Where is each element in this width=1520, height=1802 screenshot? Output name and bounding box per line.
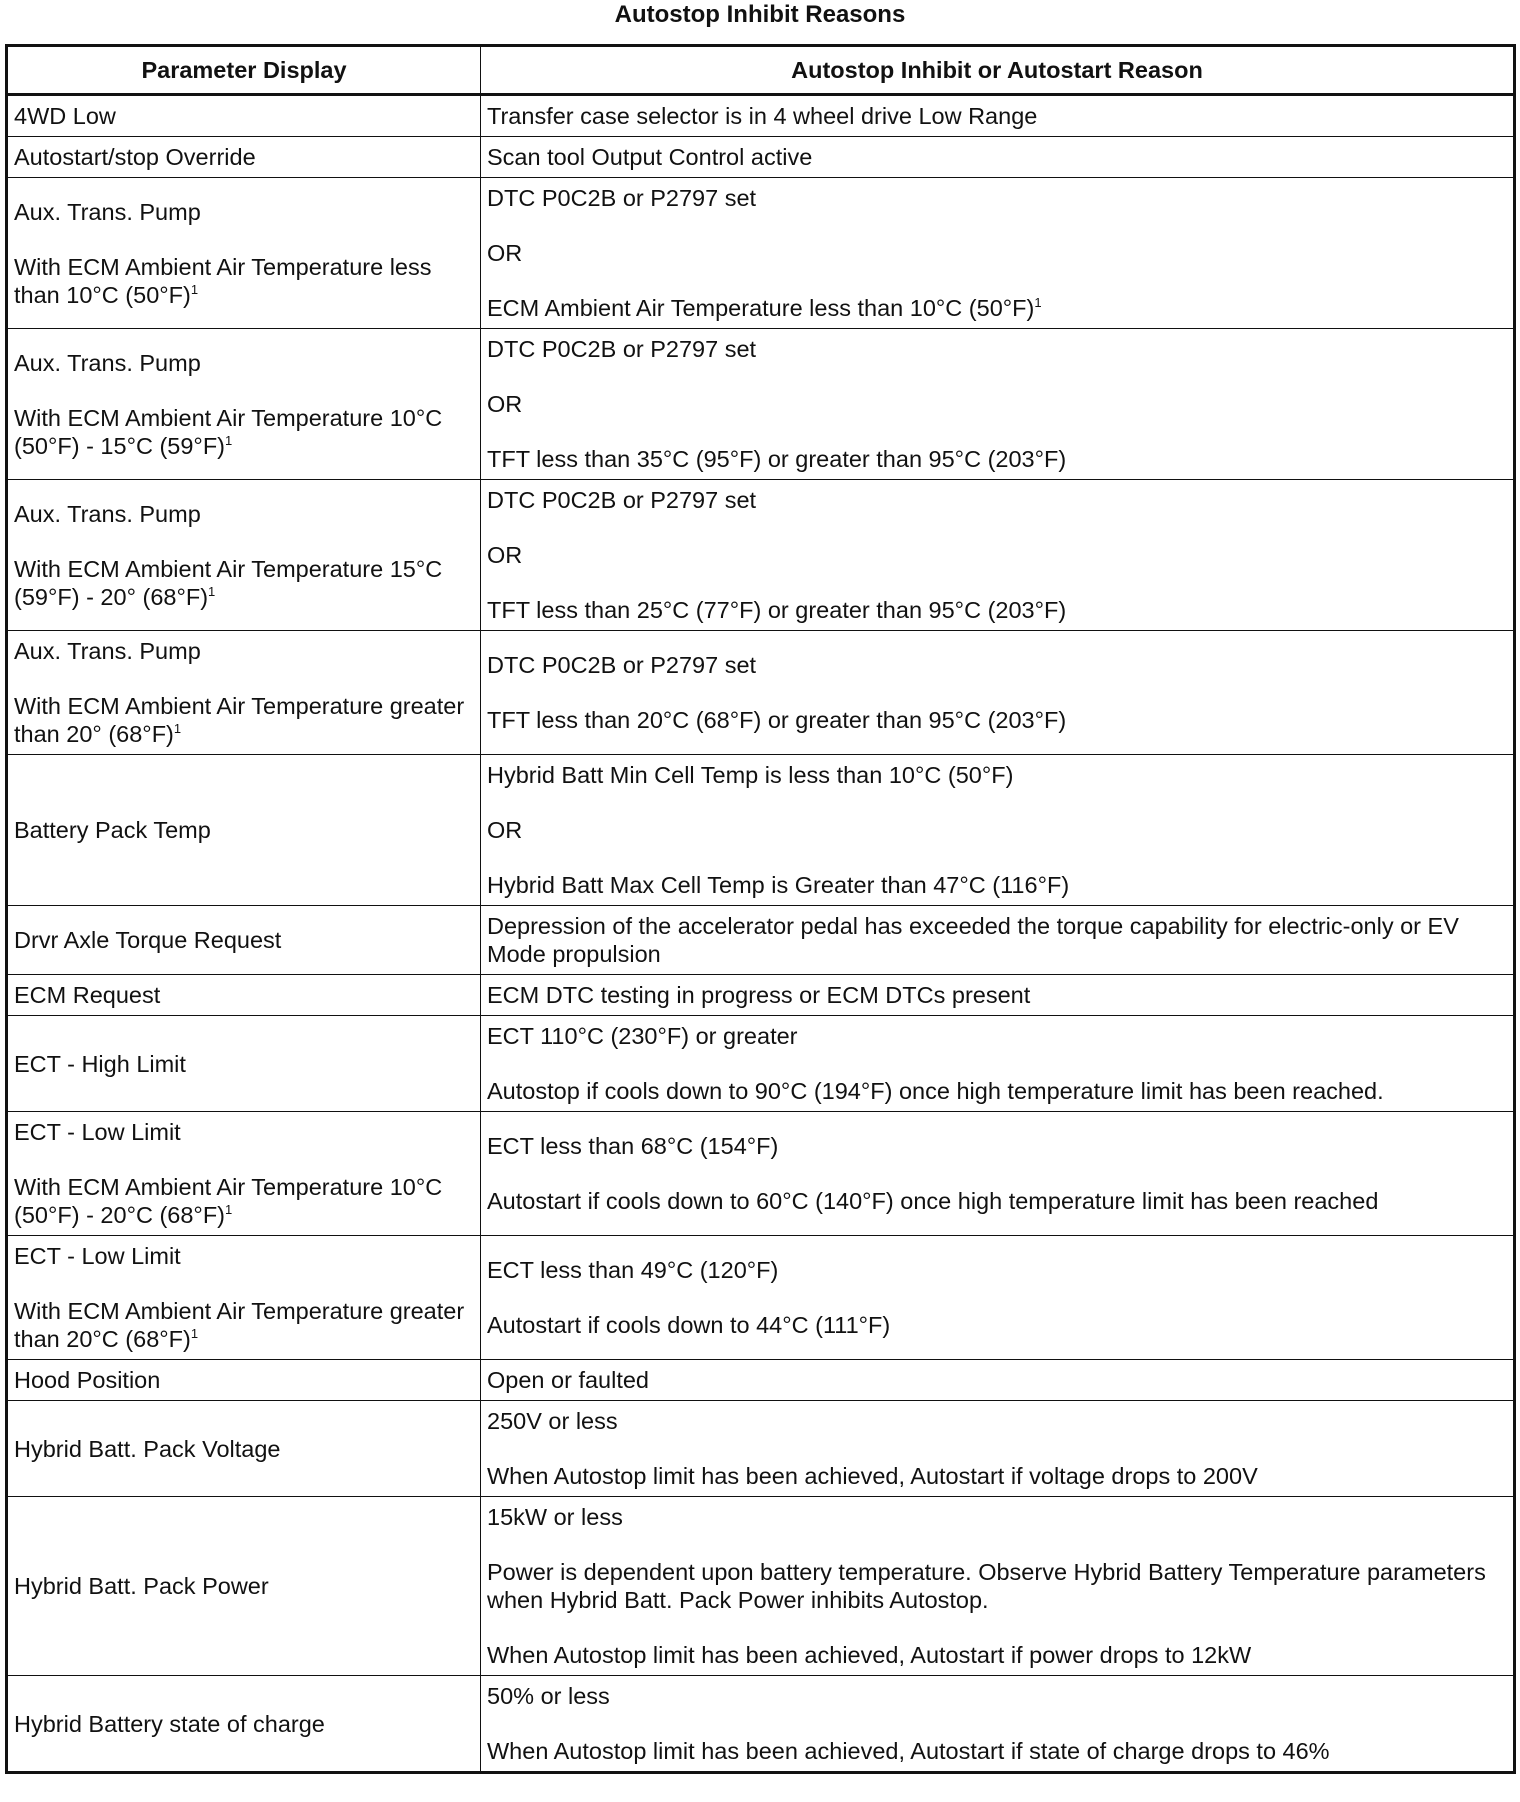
reason-text: Hybrid Batt Min Cell Temp is less than 10°C (50°F) (487, 762, 1014, 788)
parameter-text: Aux. Trans. Pump (14, 500, 201, 527)
parameter-cell (7, 1401, 481, 1497)
parameter-cell (7, 1236, 481, 1360)
parameter-text: With ECM Ambient Air Temperature greater than 20°C $(68^\circ F)^1$ (14, 1298, 465, 1352)
parameter-text: Drvr Axle Torque Request (14, 927, 282, 953)
parameter-cell (7, 1676, 481, 1773)
parameter-cell (7, 95, 481, 137)
footnote-marker: 1 (190, 1326, 199, 1342)
reason-text: OR (487, 391, 523, 417)
reason-cell (481, 1016, 1515, 1112)
reason-cell (481, 631, 1515, 755)
parameter-cell (7, 137, 481, 178)
table-row (7, 1016, 1515, 1112)
reason-text: DTC P0C2B or P2797 set (487, 185, 757, 211)
parameter-cell (7, 755, 481, 906)
reason-text: ECT less than 68°C (154°F) (487, 1133, 779, 1159)
parameter-text: ECM Request (14, 982, 161, 1008)
parameter-text: With ECM Ambient Air Temperature 15°C (59°F) - 20° $(68^\circ F)^1$ (14, 555, 443, 610)
reason-text: DTC P0C2B or P2797 set (487, 336, 757, 362)
reason-text: 250V or less (487, 1408, 618, 1434)
parameter-text: With ECM Ambient Air Temperature 10°C (50°F) - 20°C $(68^\circ F)^1$ (14, 1174, 443, 1228)
reason-text: When Autostop limit has been achieved, Autostart if voltage drops to 200V (487, 1463, 1258, 1489)
footnote-marker: 1 (225, 1202, 233, 1218)
reason-text: Scan tool Output Control active (487, 144, 813, 170)
parameter-text: Aux. Trans. Pump (14, 198, 201, 225)
table-row (7, 906, 1515, 975)
parameter-cell (7, 329, 481, 480)
reason-text: When Autostop limit has been achieved, Autostart if power drops to 12kW (487, 1642, 1252, 1668)
reason-text: ECT less than 49°C (120°F) (487, 1257, 779, 1283)
parameter-text: Aux. Trans. Pump (14, 638, 201, 664)
reason-text: Transfer case selector is in 4 wheel drive Low Range (487, 103, 1038, 129)
reason-cell (481, 755, 1515, 906)
table-row (7, 755, 1515, 906)
reason-text: 15kW or less (487, 1504, 623, 1530)
reason-cell (481, 95, 1515, 137)
reason-text: Autostart if cools down to 44°C (111°F) (487, 1312, 891, 1338)
table-row (7, 137, 1515, 178)
table-row (7, 95, 1515, 137)
reason-cell (481, 480, 1515, 631)
reason-cell (481, 906, 1515, 975)
reason-text: DTC P0C2B or P2797 set (487, 652, 757, 678)
parameter-text: With ECM Ambient Air Temperature greater than 20° $(68^\circ F)^1$ (14, 693, 465, 747)
reason-text: TFT less than 25°C (77°F) or greater than 95°C (203°F) (487, 597, 1067, 623)
parameter-text: Battery Pack Temp (14, 817, 211, 843)
reason-text: Autostart if cools down to 60°C (140°F) once high temperature limit has been reached (487, 1188, 1379, 1214)
reason-text: Power is dependent upon battery temperature. Observe Hybrid Battery Temperature parameters when Hybrid Batt. Pack Power inhibits Autostop. (487, 1559, 1486, 1613)
parameter-text: With ECM Ambient Air Temperature less than 10°C $(50^\circ F)^1$ (14, 253, 432, 308)
column-header-parameter: Parameter Display (7, 46, 481, 95)
parameter-text: With ECM Ambient Air Temperature 10°C (50°F) - 15°C $(59^\circ F)^1$ (14, 404, 443, 459)
reason-cell (481, 178, 1515, 329)
table-row (7, 178, 1515, 329)
reason-text: OR (487, 240, 523, 266)
parameter-cell (7, 906, 481, 975)
parameter-text: Aux. Trans. Pump (14, 349, 201, 376)
table-header-row (7, 46, 1515, 95)
table-row (7, 1497, 1515, 1676)
parameter-cell (7, 1360, 481, 1401)
reason-text: OR (487, 542, 523, 568)
reason-text: TFT less than 20°C (68°F) or greater than 95°C (203°F) (487, 707, 1067, 733)
parameter-text: Hybrid Batt. Pack Power (14, 1573, 269, 1599)
parameter-text: Hybrid Battery state of charge (14, 1710, 325, 1737)
footnote-marker: 1 (208, 583, 216, 599)
reason-cell (481, 137, 1515, 178)
parameter-text: Autostart/stop Override (14, 144, 256, 170)
parameter-text: ECT - High Limit (14, 1050, 186, 1077)
reason-text: When Autostop limit has been achieved, Autostart if state of charge drops to 46% (487, 1738, 1330, 1764)
reason-text: Open or faulted (487, 1367, 649, 1393)
parameter-cell (7, 1497, 481, 1676)
table-body (7, 95, 1515, 1773)
table-row (7, 329, 1515, 480)
parameter-cell (7, 480, 481, 631)
footnote-marker: 1 (225, 432, 233, 448)
inhibit-table-wrapper (5, 44, 1513, 1774)
parameter-cell (7, 631, 481, 755)
parameter-cell (7, 1112, 481, 1236)
parameter-text: ECT - Low Limit (14, 1243, 181, 1269)
column-header-reason: Autostop Inhibit or Autostart Reason (481, 46, 1515, 95)
parameter-cell (7, 1016, 481, 1112)
table-row (7, 1112, 1515, 1236)
reason-cell (481, 1236, 1515, 1360)
page-title: Autostop Inhibit Reasons (614, 1, 906, 28)
parameter-cell (7, 975, 481, 1016)
reason-text: TFT less than 35°C (95°F) or greater than 95°C (203°F) (487, 446, 1067, 472)
table-row (7, 1360, 1515, 1401)
reason-text: Hybrid Batt Max Cell Temp is Greater than 47°C (116°F) (487, 872, 1070, 898)
reason-cell (481, 1676, 1515, 1773)
reason-text: 50% or less (487, 1683, 610, 1709)
parameter-text: 4WD Low (14, 103, 116, 129)
table-row (7, 1676, 1515, 1773)
table-row (7, 975, 1515, 1016)
reason-cell (481, 1360, 1515, 1401)
parameter-text: ECT - Low Limit (14, 1119, 181, 1145)
footnote-marker: 1 (173, 721, 182, 737)
reason-text: Depression of the accelerator pedal has exceeded the torque capability for electric-only or EV Mode propulsion (487, 913, 1459, 967)
reason-cell (481, 1401, 1515, 1497)
reason-text: DTC P0C2B or P2797 set (487, 487, 757, 513)
reason-text: OR (487, 817, 523, 843)
reason-cell (481, 329, 1515, 480)
table-row (7, 480, 1515, 631)
parameter-text: Hybrid Batt. Pack Voltage (14, 1435, 281, 1462)
table-row (7, 1401, 1515, 1497)
table-row (7, 631, 1515, 755)
reason-cell (481, 1497, 1515, 1676)
inhibit-reasons-table (5, 44, 1516, 1774)
footnote-marker: 1 (190, 281, 199, 297)
reason-cell (481, 975, 1515, 1016)
table-row (7, 1236, 1515, 1360)
parameter-cell (7, 178, 481, 329)
parameter-text: Hood Position (14, 1367, 161, 1393)
reason-text: ECM DTC testing in progress or ECM DTCs present (487, 982, 1031, 1008)
reason-cell (481, 1112, 1515, 1236)
reason-text: Autostop if cools down to 90°C (194°F) once high temperature limit has been reached. (487, 1078, 1384, 1104)
reason-text: ECM Ambient Air Temperature less than 10°C $(50^\circ F)^1$ (487, 295, 1042, 321)
reason-text: ECT 110°C (230°F) or greater (487, 1023, 798, 1049)
footnote-marker: 1 (1034, 295, 1042, 311)
